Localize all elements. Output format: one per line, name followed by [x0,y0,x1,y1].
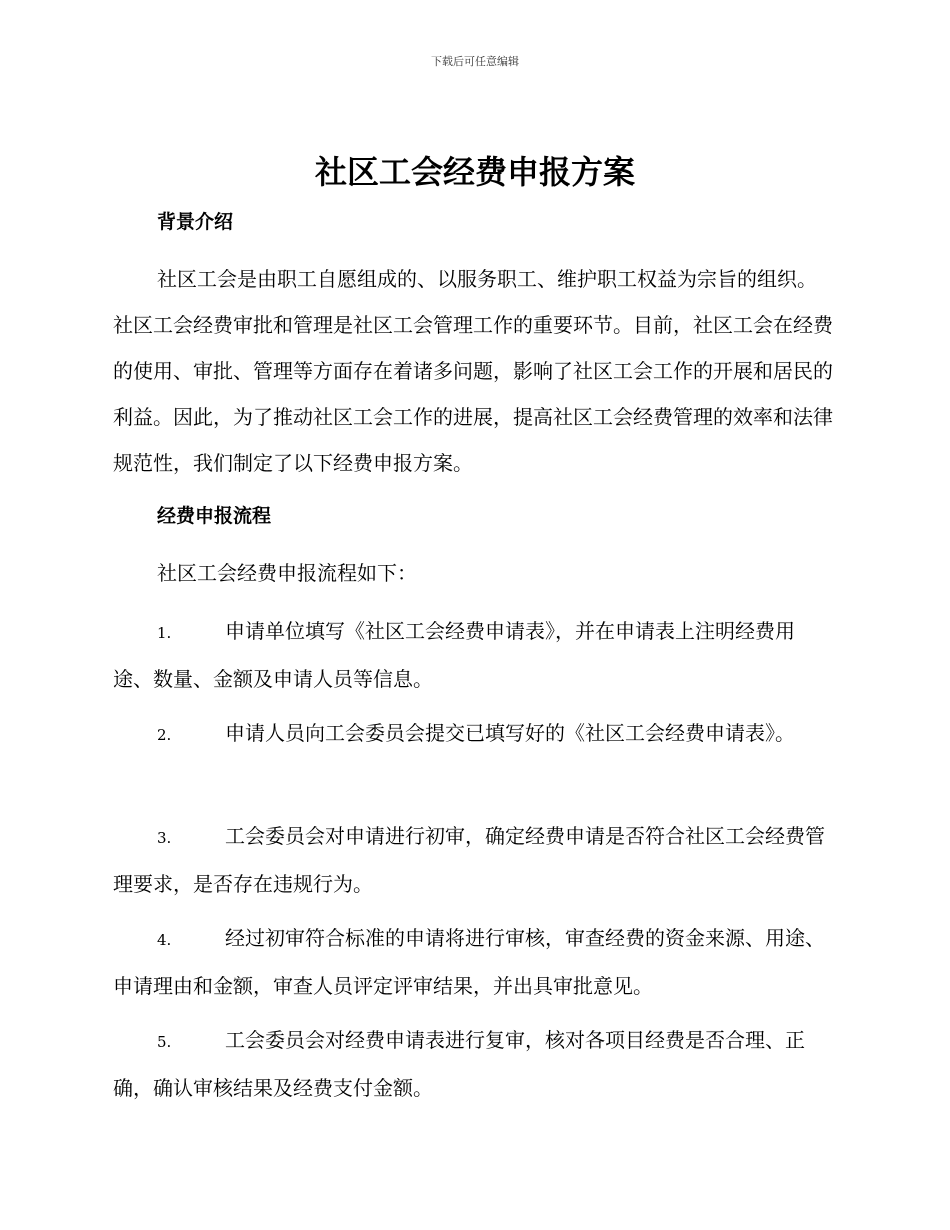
background-paragraph: 社区工会是由职工自愿组成的、以服务职工、维护职工权益为宗旨的组织。社区工会经费审批和管理是社区工会管理工作的重要环节。目前，社区工会在经费的使用、审批、管理等方面存在着诸多问题，影响了社区工会工作的开展和居民的利益。因此，为了推动社区工会工作的进展，提高社区工会经费管理的效率和法律规范性，我们制定了以下经费申报方案。 [113,267,833,475]
step-number: 1. [157,624,172,642]
step-text: 工会委员会对申请进行初审，确定经费申请是否符合社区工会经费管理要求，是否存在违规行为。 [113,824,825,896]
step-number: 5. [157,1033,172,1051]
process-intro: 社区工会经费申报流程如下： [157,561,417,585]
process-step-4 [113,915,833,1009]
step-number: 2. [157,726,172,744]
step-text: 申请人员向工会委员会提交已填写好的《社区工会经费申请表》。 [225,721,795,745]
step-text: 工会委员会对经费申请表进行复审，核对各项目经费是否合理、正确，确认审核结果及经费支付金额。 [113,1028,805,1100]
section-heading-process: 经费申报流程 [157,505,272,527]
step-text: 申请单位填写《社区工会经费申请表》，并在申请表上注明经费用途、数量、金额及申请人员等信息。 [113,619,795,691]
process-step-1 [113,608,833,702]
process-step-3 [113,813,833,907]
step-number: 3. [157,829,172,847]
step-text: 经过初审符合标准的申请将进行审核，审查经费的资金来源、用途、申请理由和金额，审查人员评定评审结果，并出具审批意见。 [113,926,825,998]
section-heading-background: 背景介绍 [157,211,234,233]
process-step-2 [113,710,833,758]
step-number: 4. [157,931,172,949]
process-step-5 [113,1017,833,1111]
page-header-note: 下载后可任意编辑 [431,55,519,68]
document-title: 社区工会经费申报方案 [314,153,635,191]
